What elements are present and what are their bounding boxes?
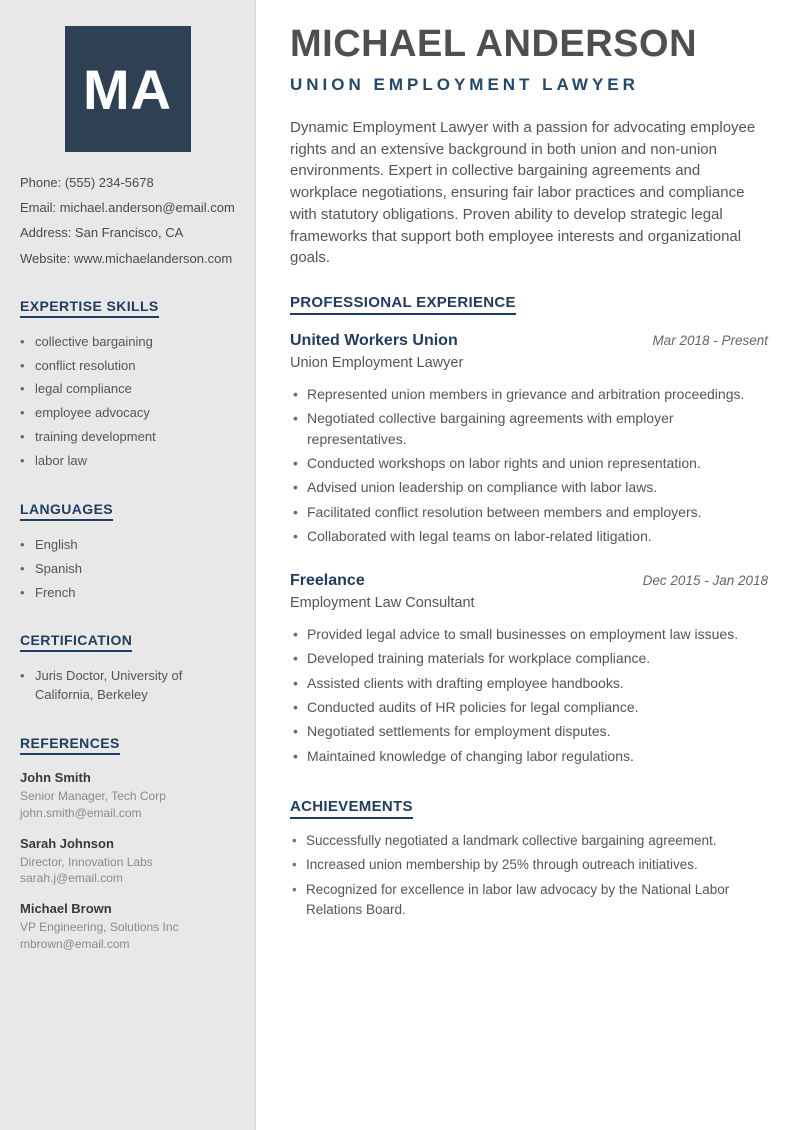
reference-email: john.smith@email.com xyxy=(20,805,142,820)
contact-website: Website: www.michaelanderson.com xyxy=(20,250,233,266)
achievements-heading: ACHIEVEMENTS xyxy=(290,798,413,819)
skill-item: • labor law xyxy=(20,452,235,471)
job-bullet: • Maintained knowledge of changing labor regulations. xyxy=(290,746,768,766)
contact-block xyxy=(20,174,235,268)
achievement-item: • Recognized for excellence in labor law advocacy by the National Labor Relations Board. xyxy=(290,880,768,919)
achievement-item: • Increased union membership by 25% through outreach initiatives. xyxy=(290,855,768,875)
reference-name: John Smith xyxy=(20,770,91,786)
contact-email: Email: michael.anderson@email.com xyxy=(20,200,235,216)
certification-list xyxy=(20,667,235,705)
job-entry xyxy=(290,572,768,766)
job-role: Union Employment Lawyer xyxy=(290,355,464,372)
job-bullet: • Collaborated with legal teams on labor-related litigation. xyxy=(290,526,768,546)
job-header xyxy=(290,572,768,590)
job-bullet: • Negotiated collective bargaining agreements with employer representatives. xyxy=(290,408,768,449)
job-bullet: • Provided legal advice to small businesses on employment law issues. xyxy=(290,624,768,644)
language-item: • French xyxy=(20,584,235,603)
language-item: • Spanish xyxy=(20,560,235,579)
summary-paragraph: Dynamic Employment Lawyer with a passion for advocating employee rights and an extensive background in both union and non-union environments. Expert in collective bargaining agreements and workplace negotiations, ensuring fair labor practices and compliance with statutory obligations. Proven ability to develop strategic legal frameworks that support both employee interests and organizational goals. xyxy=(290,118,756,267)
reference-entry xyxy=(20,836,235,888)
professional-experience-heading: PROFESSIONAL EXPERIENCE xyxy=(290,294,516,315)
section-achievements xyxy=(290,798,768,919)
section-languages xyxy=(20,501,235,603)
languages-heading: LANGUAGES xyxy=(20,501,113,521)
contact-phone: Phone: (555) 234-5678 xyxy=(20,175,154,190)
candidate-job-title: UNION EMPLOYMENT LAWYER xyxy=(290,74,639,94)
job-bullet-list xyxy=(290,624,768,766)
job-header xyxy=(290,332,768,350)
reference-email: mbrown@email.com xyxy=(20,937,130,952)
languages-list xyxy=(20,536,235,603)
skill-item: • training development xyxy=(20,428,235,447)
skill-item: • conflict resolution xyxy=(20,357,235,376)
company-name: Freelance xyxy=(290,572,365,590)
sidebar xyxy=(0,0,256,1130)
job-bullet: • Developed training materials for workplace compliance. xyxy=(290,648,768,668)
section-references xyxy=(20,735,235,953)
job-bullet: • Negotiated settlements for employment disputes. xyxy=(290,721,768,741)
avatar-initials: MA xyxy=(82,57,173,121)
contact-address: Address: San Francisco, CA xyxy=(20,225,184,241)
certification-heading: CERTIFICATION xyxy=(20,632,132,652)
job-bullet: • Conducted audits of HR policies for legal compliance. xyxy=(290,697,768,717)
reference-role: Senior Manager, Tech Corp xyxy=(20,789,166,804)
achievement-item: • Successfully negotiated a landmark collective bargaining agreement. xyxy=(290,831,768,851)
job-role: Employment Law Consultant xyxy=(290,595,475,612)
candidate-name: MICHAEL ANDERSON xyxy=(290,23,698,65)
expertise-skills-list xyxy=(20,333,235,471)
reference-role: VP Engineering, Solutions Inc xyxy=(20,920,179,935)
avatar xyxy=(65,26,191,152)
skill-item: • legal compliance xyxy=(20,380,235,399)
job-entry xyxy=(290,332,768,546)
job-bullet: • Conducted workshops on labor rights and union representation. xyxy=(290,453,768,473)
job-bullet-list xyxy=(290,384,768,546)
reference-email: sarah.j@email.com xyxy=(20,871,123,886)
main-column xyxy=(257,0,800,1130)
job-dates: Dec 2015 - Jan 2018 xyxy=(642,573,768,589)
section-certification xyxy=(20,632,235,705)
references-heading: REFERENCES xyxy=(20,735,120,755)
job-bullet: • Assisted clients with drafting employee handbooks. xyxy=(290,673,768,693)
reference-entry xyxy=(20,770,235,822)
reference-name: Sarah Johnson xyxy=(20,835,114,851)
section-professional-experience xyxy=(290,294,768,766)
language-item: • English xyxy=(20,536,235,555)
certification-item: • Juris Doctor, University of California, Berkeley xyxy=(20,667,235,705)
reference-entry xyxy=(20,901,235,953)
section-expertise-skills xyxy=(20,298,235,471)
job-bullet: • Advised union leadership on compliance with labor laws. xyxy=(290,477,768,497)
company-name: United Workers Union xyxy=(290,332,458,350)
job-dates: Mar 2018 - Present xyxy=(652,333,768,349)
skill-item: • employee advocacy xyxy=(20,404,235,423)
achievements-list xyxy=(290,831,768,919)
job-bullet: • Facilitated conflict resolution between members and employers. xyxy=(290,502,768,522)
skill-item: • collective bargaining xyxy=(20,333,235,352)
job-bullet: • Represented union members in grievance and arbitration proceedings. xyxy=(290,384,768,404)
reference-role: Director, Innovation Labs xyxy=(20,854,153,869)
reference-name: Michael Brown xyxy=(20,901,112,917)
expertise-skills-heading: EXPERTISE SKILLS xyxy=(20,298,159,318)
